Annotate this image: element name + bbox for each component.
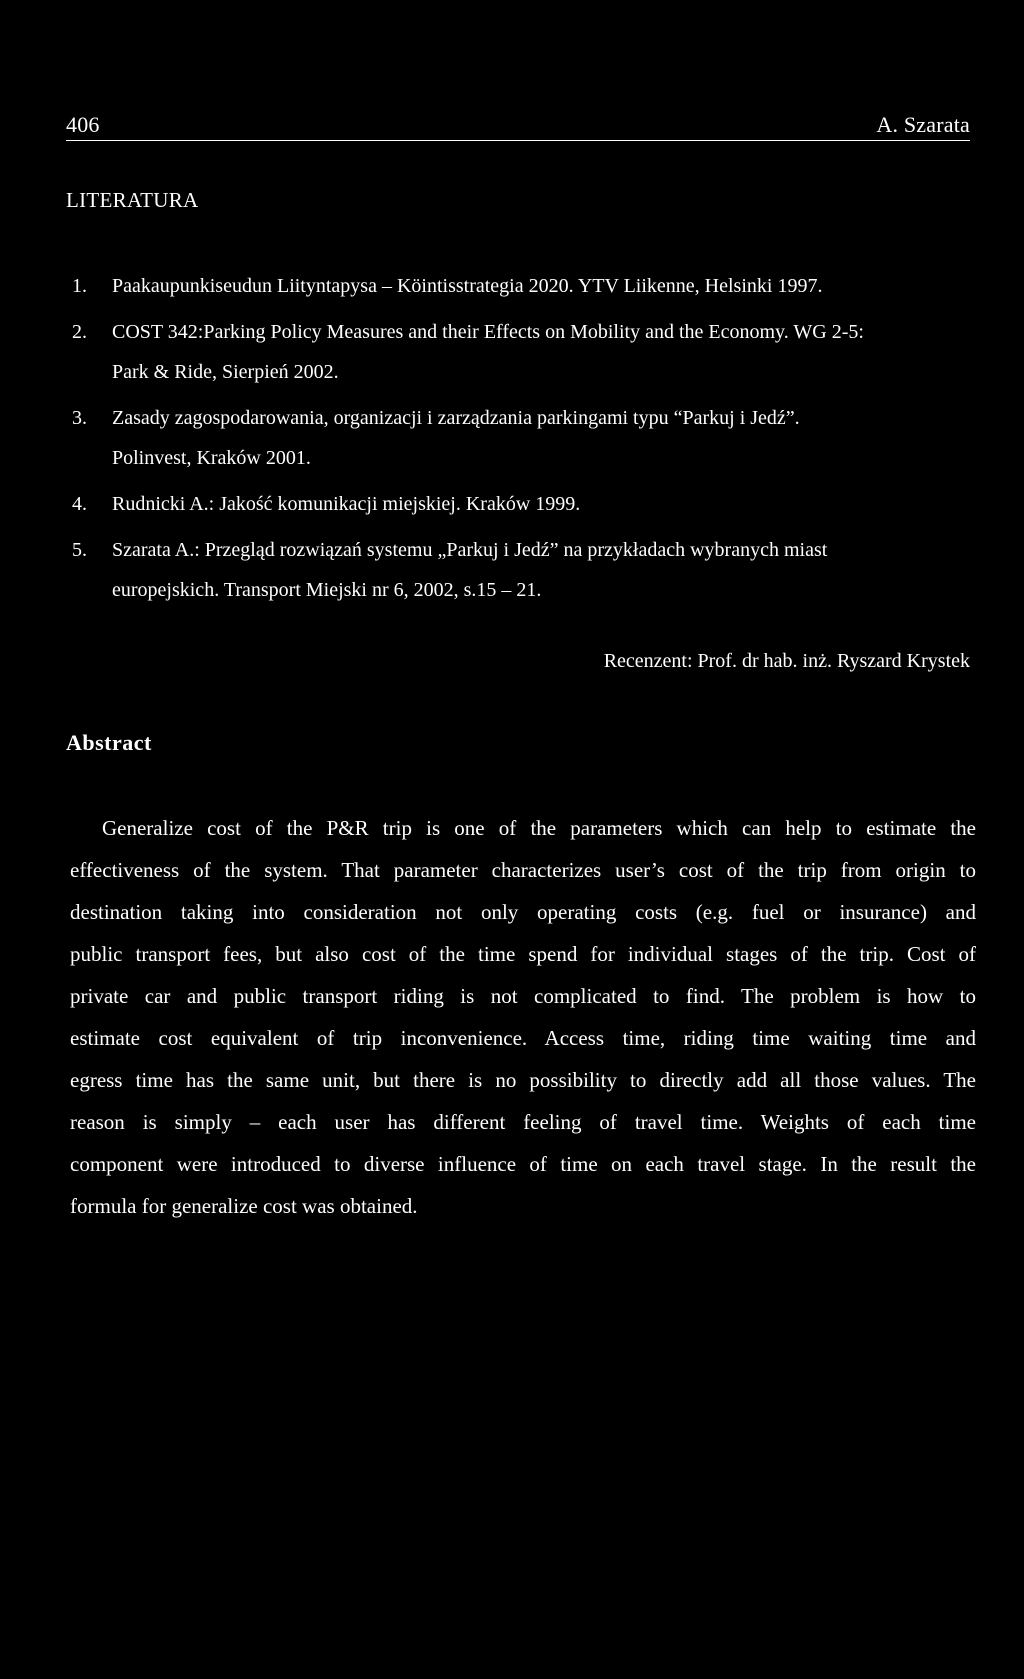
reference-item — [72, 312, 972, 392]
abstract-line: component were introduced to diverse influence of time on each travel stage. In the result the — [70, 1152, 976, 1176]
abstract-line: private car and public transport riding is not complicated to find. The problem is how to — [70, 984, 976, 1008]
running-header — [66, 112, 970, 141]
literature-heading: LITERATURA — [66, 188, 199, 212]
reference-text: COST 342:Parking Policy Measures and their Effects on Mobility and the Economy. WG 2-5: — [112, 321, 864, 343]
abstract-line: reason is simply – each user has different feeling of travel time. Weights of each time — [70, 1110, 976, 1134]
reference-text: Paakaupunkiseudun Liityntapysa – Köintisstrategia 2020. YTV Liikenne, Helsinki 1997. — [112, 275, 823, 297]
reference-number: 3. — [72, 407, 87, 429]
reference-number: 5. — [72, 539, 87, 561]
abstract-line: formula for generalize cost was obtained. — [70, 1194, 418, 1218]
reference-number: 4. — [72, 493, 87, 515]
reference-text: Park & Ride, Sierpień 2002. — [112, 361, 339, 383]
reference-text: Polinvest, Kraków 2001. — [112, 447, 311, 469]
abstract-heading: Abstract — [66, 730, 152, 755]
reference-text: europejskich. Transport Miejski nr 6, 2002, s.15 – 21. — [112, 579, 542, 601]
running-author: A. Szarata — [876, 112, 970, 137]
abstract-paragraph — [70, 807, 976, 1227]
abstract-line: egress time has the same unit, but there is no possibility to directly add all those values. The — [70, 1068, 976, 1092]
reference-item — [72, 530, 972, 610]
reference-number: 2. — [72, 321, 87, 343]
reviewer-note: Recenzent: Prof. dr hab. inż. Ryszard Krystek — [603, 650, 970, 672]
reference-item — [72, 484, 972, 524]
abstract-line: destination taking into consideration not only operating costs (e.g. fuel or insurance) and — [70, 900, 976, 924]
reference-text: Szarata A.: Przegląd rozwiązań systemu „Parkuj i Jedź” na przykładach wybranych miast — [112, 539, 828, 561]
abstract-line: public transport fees, but also cost of the time spend for individual stages of the trip. Cost of — [70, 942, 976, 966]
abstract-line: estimate cost equivalent of trip inconvenience. Access time, riding time waiting time and — [70, 1026, 976, 1050]
page-number: 406 — [66, 112, 100, 137]
reference-text: Rudnicki A.: Jakość komunikacji miejskiej. Kraków 1999. — [112, 493, 581, 515]
abstract-line: effectiveness of the system. That parameter characterizes user’s cost of the trip from origin to — [70, 858, 976, 882]
reference-number: 1. — [72, 275, 87, 297]
reference-list — [72, 266, 972, 616]
reference-text: Zasady zagospodarowania, organizacji i zarządzania parkingami typu “Parkuj i Jedź”. — [112, 407, 800, 429]
reference-item — [72, 266, 972, 306]
reference-item — [72, 398, 972, 478]
abstract-line: Generalize cost of the P&R trip is one of the parameters which can help to estimate the — [102, 816, 976, 840]
